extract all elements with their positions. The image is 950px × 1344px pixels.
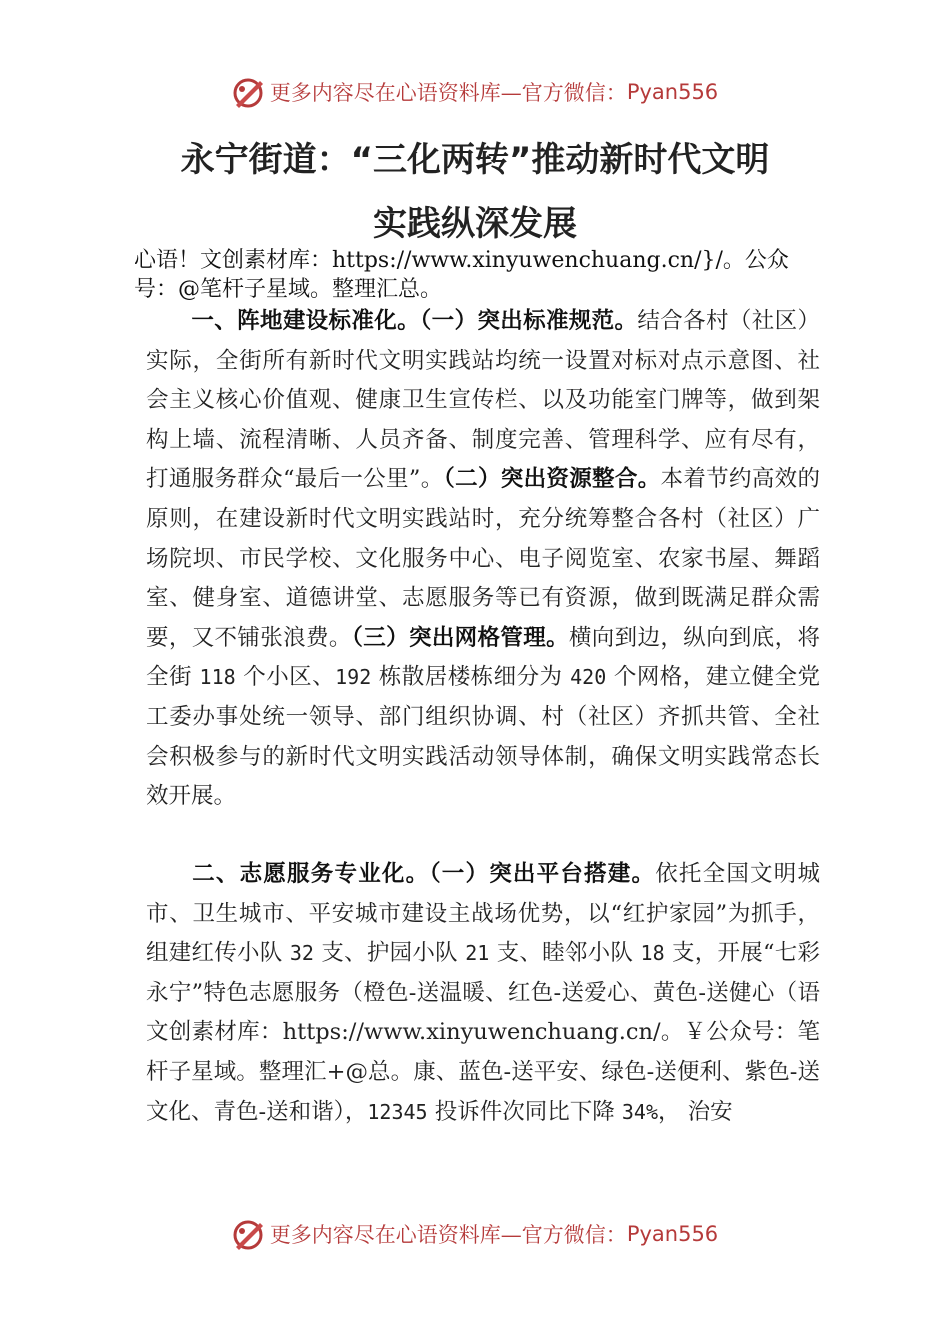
section1-paragraph (146, 302, 820, 817)
hotline-number: 12345 (367, 1099, 428, 1124)
section1-sub1-label: （一）突出标准规范。 (420, 308, 638, 334)
count-grids: 420 (570, 665, 607, 690)
count-buildings: 192 (335, 665, 372, 690)
watermark-footer (0, 1214, 950, 1254)
watermark-text: 更多内容尽在心语资料库—官方微信： (269, 1223, 627, 1247)
source-note: 心语！文创素材库：https://www.xinyuwenchuang.cn/}/。公众号：@笔杆子星域。整理汇总。 (134, 248, 789, 302)
section1-sub3-text-a: 横向到边，纵向到底，将全街 (146, 624, 820, 691)
watermark-id: Pyan556 (626, 80, 719, 104)
page-title-line1: 永宁街道：“三化两转”推动新时代文明 (180, 140, 770, 180)
section2-sub1-label: （一）突出平台搭建。 (429, 861, 656, 887)
count-communities: 118 (199, 665, 236, 690)
section2-text-a: 依托全国文明城市、卫生城市、平安城市建设主战场优势，以“红护家园”为抓手，组建红传小队 (146, 861, 820, 967)
page-title-line2: 实践纵深发展 (373, 204, 577, 244)
section1-sub3-label: （三）突出网格管理。 (351, 624, 569, 651)
section2-text-f: ， 治安 (658, 1098, 733, 1125)
count-red-teams: 32 (289, 941, 314, 966)
watermark-header (0, 72, 950, 112)
section2-text-b: 支、护园小队 (313, 940, 466, 967)
section1-sub2-label: （二）突出资源整合。 (443, 466, 661, 493)
section2-heading: 二、志愿服务专业化。 (191, 861, 430, 887)
decline-percent: 34% (621, 1099, 659, 1124)
watermark-text: 更多内容尽在心语资料库—官方微信： (269, 81, 627, 105)
watermark-id: Pyan556 (626, 1222, 719, 1246)
section1-sub3-text-c: 栋散居楼栋细分为 (371, 664, 571, 691)
pen-logo-icon (232, 75, 266, 109)
count-guard-teams: 21 (465, 941, 490, 966)
section1-sub3-text-d: 个网格，建立健全党工委办事处统一领导、部门组织协调、村（社区）齐抓共管、全社会积极参与的新时代文明实践活动领导体制，确保文明实践常态长效开展。 (146, 664, 821, 810)
section2-text-c: 支、睦邻小队 (489, 940, 641, 967)
section2-text-e: 投诉件次同比下降 (427, 1098, 622, 1125)
pen-logo-icon (232, 1217, 266, 1251)
count-neighbor-teams: 18 (640, 941, 665, 966)
section2-paragraph (146, 855, 820, 1132)
section1-sub3-text-b: 个小区、 (235, 664, 336, 691)
section1-sub1-text: 结合各村（社区）实际，全街所有新时代文明实践站均统一设置对标对点示意图、社会主义核心价值观、健康卫生宣传栏、以及功能室门牌等，做到架构上墙、流程清晰、人员齐备、制度完善、管理科学、应有尽有，打通服务群众“最后一公里”。 (146, 308, 820, 493)
section1-sub2-text: 本着节约高效的原则，在建设新时代文明实践站时，充分统筹整合各村（社区）广场院坝、市民学校、文化服务中心、电子阅览室、农家书屋、舞蹈室、健身室、道德讲堂、志愿服务等已有资源，做到既满足群众需要，又不铺张浪费。 (146, 466, 820, 651)
section2-text-d: 支，开展“七彩永宁”特色志愿服务（橙色-送温暖、红色-送爱心、黄色-送健心（语文创素材库：https://www.xinyuwenchuang.cn/。￥公众号：笔杆子星域。整理汇+@总。康、蓝色-送平安、绿色-送便利、紫色-送文化、青色-送和谐）， (146, 940, 820, 1125)
section1-heading: 一、阵地建设标准化。 (191, 308, 421, 334)
